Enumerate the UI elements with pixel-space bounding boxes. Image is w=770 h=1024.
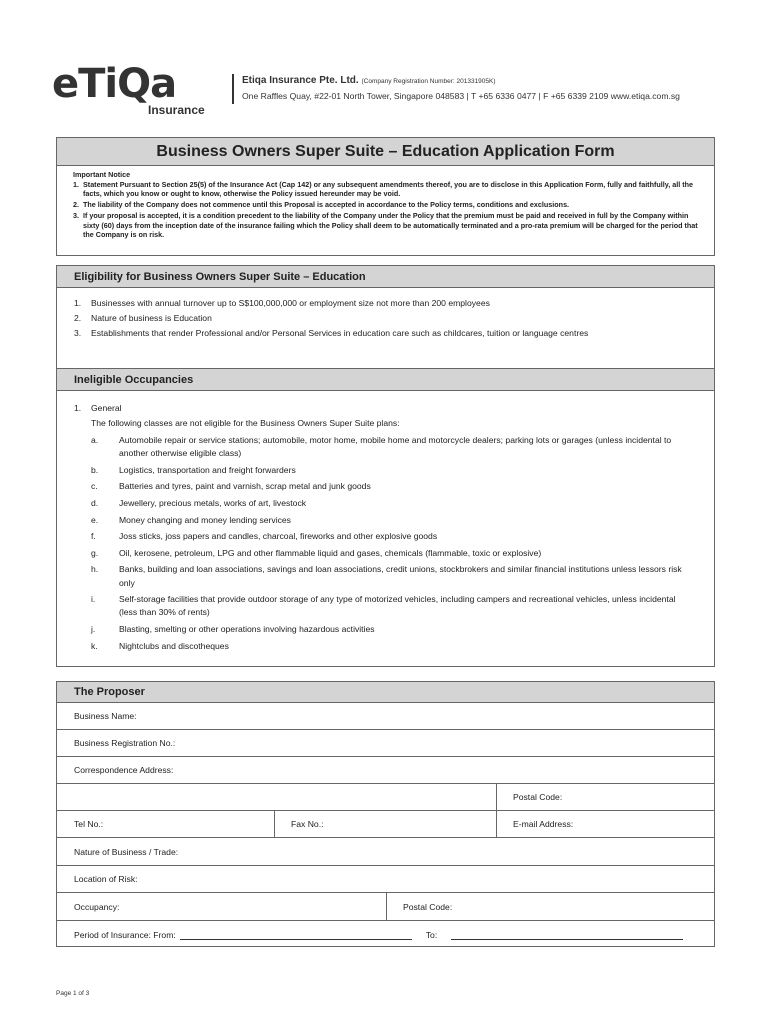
general-item: 1. General (74, 403, 122, 413)
list-item: j. Blasting, smelting or other operations involving hazardous activities (91, 623, 375, 634)
list-item: a. Automobile repair or service stations; automobile, motor home, mobile home and motorcycle dealers; parking lots or garages (unless incidental to another otherwise eligible class) (91, 435, 672, 459)
list-item: 2. Nature of business is Education (74, 313, 212, 323)
tel-field[interactable] (57, 811, 103, 837)
fax-field[interactable] (274, 811, 323, 837)
occupancy-row (57, 893, 714, 921)
etiqa-logo (52, 62, 212, 122)
business-name-label: Business Name: (74, 711, 137, 721)
period-to-label: To: (425, 929, 438, 940)
occupancy-postal-code-label: Postal Code: (403, 901, 453, 912)
nature-of-business-field[interactable] (57, 838, 714, 866)
location-of-risk-field[interactable] (57, 866, 714, 893)
ineligible-intro: The following classes are not eligible for the Business Owners Super Suite plans: (91, 418, 400, 428)
list-item: b. Logistics, transportation and freight forwarders (91, 464, 296, 475)
proposer-heading: The Proposer (57, 682, 714, 703)
period-to-field[interactable] (451, 930, 683, 940)
logo-subtext: Insurance (148, 103, 205, 117)
business-registration-field[interactable] (57, 730, 714, 757)
notice-item: 1. Statement Pursuant to Section 25(5) of the Insurance Act (Cap 142) or any subsequent amendments thereof, you are to disclose in this Application Form, fully and faithfully, all the facts, which you know or ought to know, otherwise the Policy issued hereunder may be void. (73, 179, 693, 198)
ineligible-classes (74, 434, 714, 653)
company-address: One Raffles Quay, #22-01 North Tower, Singapore 048583 | T +65 6336 0477 | F +65 6339 2109 www.etiqa.com.sg (242, 91, 680, 101)
form-title-box (56, 137, 715, 256)
business-name-field[interactable] (57, 703, 714, 730)
email-field[interactable] (496, 811, 573, 837)
notice-item: 2. The liability of the Company does not commence until this Proposal is accepted in accordance to the Policy terms, conditions and exclusions. (73, 200, 570, 209)
postal-code-label: Postal Code: (513, 792, 563, 802)
occupancy-postal-code-field[interactable] (386, 893, 452, 920)
list-item: h. Banks, building and loan associations, savings and loan associations, credit unions, stockbrokers and similar financial institutions unless lessors risk only (91, 564, 682, 588)
list-item: c. Batteries and tyres, paint and varnish, scrap metal and junk goods (91, 481, 371, 492)
address-continuation-row[interactable] (57, 784, 714, 811)
notice-title: Important Notice (73, 170, 131, 179)
important-notice (57, 166, 714, 240)
occupancy-label: Occupancy: (74, 901, 120, 912)
page-number: Page 1 of 3 (56, 990, 90, 997)
company-registration: (Company Registration Number: 201331905K) (361, 78, 496, 85)
list-item: k. Nightclubs and discotheques (91, 640, 229, 651)
ineligible-section (56, 368, 715, 667)
notice-item: 3. If your proposal is accepted, it is a condition precedent to the liability of the Company under the Policy that the premium must be paid and received in full by the Company within sixty (60) days from the inception date of the insurance failing which the Policy shall deem to be automatically terminated and a pro-rata premium will be charged for the period that the Company is on risk. (73, 211, 698, 239)
location-of-risk-label: Location of Risk: (74, 874, 138, 884)
fax-label: Fax No.: (291, 819, 324, 829)
contact-row (57, 811, 714, 838)
list-item: 1. Businesses with annual turnover up to S$100,000,000 or employment size not more than 200 employees (74, 298, 490, 308)
company-name: Etiqa Insurance Pte. Ltd. (242, 75, 359, 86)
logo-wordmark: eTiQa (52, 61, 177, 107)
list-item: f. Joss sticks, joss papers and candles, charcoal, fireworks and other explosive goods (91, 531, 438, 542)
correspondence-address-label: Correspondence Address: (74, 765, 174, 775)
period-from-field[interactable] (180, 930, 412, 940)
postal-code-field[interactable] (496, 784, 562, 810)
list-item: 3. Establishments that render Professional and/or Personal Services in education care such as childcares, tuition or language centres (74, 328, 589, 338)
period-from-label: Period of Insurance: From: (74, 929, 176, 940)
occupancy-field[interactable] (57, 893, 119, 920)
nature-of-business-label: Nature of Business / Trade: (74, 846, 179, 857)
list-item: i. Self-storage facilities that provide outdoor storage of any type of motorized vehicles, including campers and recreational vehicles, unless incidental (less than 30% of rents) (91, 594, 676, 618)
list-item: d. Jewellery, precious metals, works of art, livestock (91, 497, 307, 508)
form-title: Business Owners Super Suite – Education Application Form (57, 138, 714, 166)
email-label: E-mail Address: (513, 819, 574, 829)
proposer-section (56, 681, 715, 947)
business-registration-label: Business Registration No.: (74, 738, 176, 748)
tel-label: Tel No.: (74, 819, 104, 829)
company-info (232, 74, 680, 104)
list-item: g. Oil, kerosene, petroleum, LPG and other flammable liquid and gases, chemicals (flammable, toxic or explosive) (91, 547, 542, 558)
list-item: e. Money changing and money lending services (91, 514, 291, 525)
ineligible-heading: Ineligible Occupancies (57, 369, 714, 391)
eligibility-section (56, 265, 715, 369)
correspondence-address-field[interactable] (57, 757, 714, 784)
eligibility-heading: Eligibility for Business Owners Super Suite – Education (57, 266, 714, 288)
period-of-insurance-row (57, 921, 714, 948)
